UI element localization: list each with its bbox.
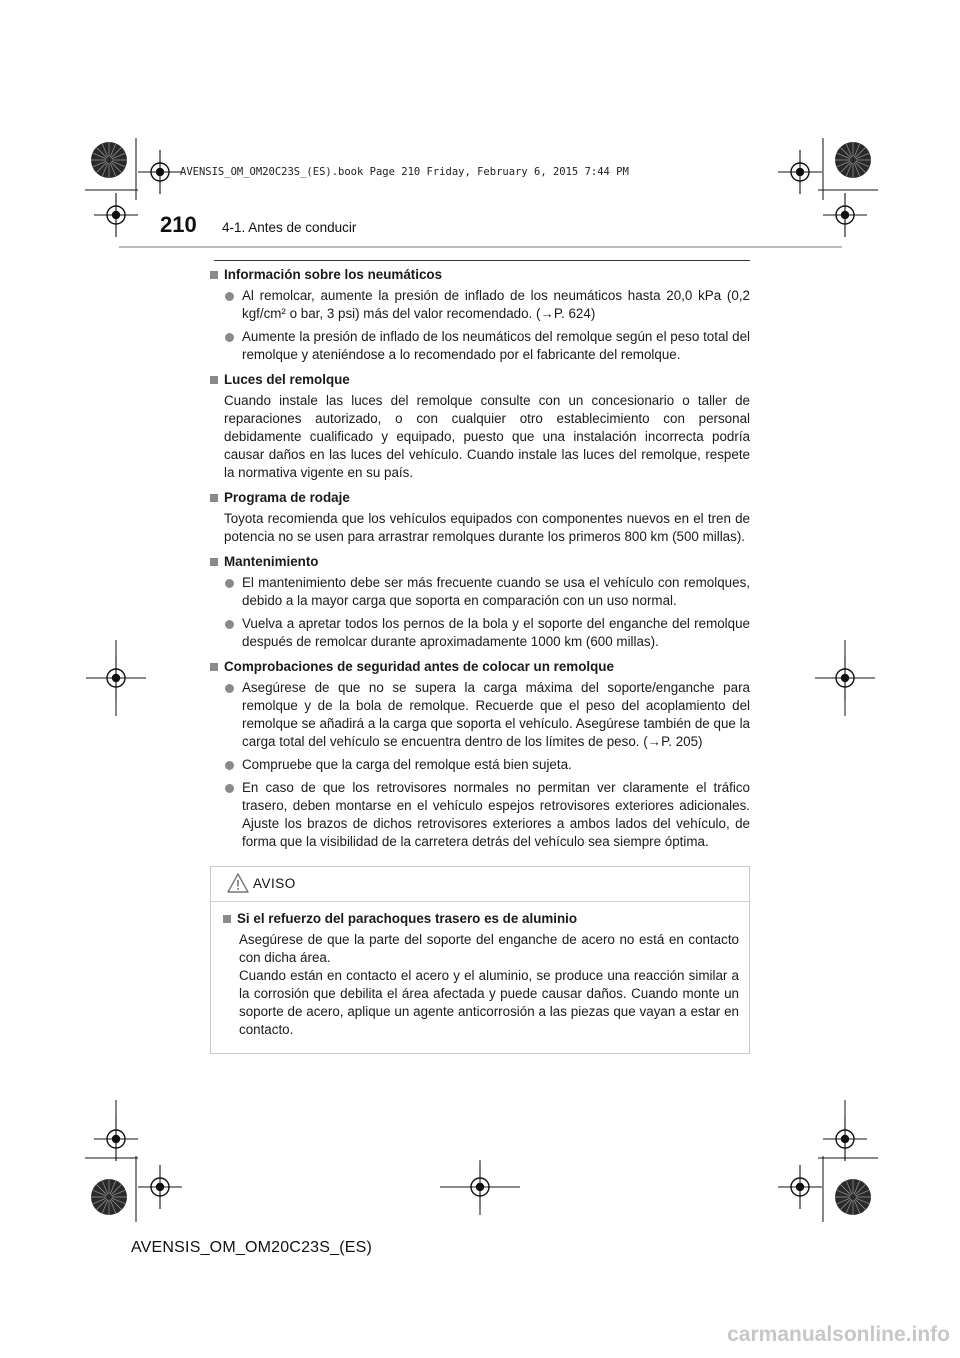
warning-header	[211, 867, 749, 902]
warning-paragraph: Cuando están en contacto el acero y el aluminio, se produce una reacción similar a la corrosión que debilita el área afectada y puede causar daños. Cuando monte un soporte de acero, aplique un agente anticorrosión a las piezas que vayan a estar en contacto.	[239, 968, 739, 1037]
square-bullet-icon	[210, 494, 218, 502]
section-title: 4-1. Antes de conducir	[222, 220, 357, 235]
round-bullet-icon	[225, 579, 234, 588]
warning-heading: Si el refuerzo del parachoques trasero es de aluminio	[237, 911, 578, 926]
starburst-mark-top-left	[91, 142, 127, 178]
book-print-header: AVENSIS_OM_OM20C23S_(ES).book Page 210 Friday, February 6, 2015 7:44 PM	[180, 166, 629, 178]
content-top-rule	[214, 260, 750, 261]
round-bullet-icon	[225, 333, 234, 342]
square-bullet-icon	[210, 376, 218, 384]
warning-triangle-icon	[227, 872, 249, 894]
footer-doc-id: AVENSIS_OM_OM20C23S_(ES)	[131, 1239, 373, 1256]
warning-body	[211, 902, 749, 1039]
list-item: Aumente la presión de inflado de los neumáticos del remolque según el peso total del remolque y ateniéndose a lo recomendado por el fabricante del remolque.	[210, 328, 750, 364]
starburst-mark-bottom-left	[91, 1179, 127, 1215]
section-paragraph: Toyota recomienda que los vehículos equipados con componentes nuevos en el tren de potencia no se usen para arrastrar remolques durante los primeros 800 km (500 millas).	[224, 511, 750, 544]
section-heading: Programa de rodaje	[224, 490, 350, 505]
round-bullet-icon	[225, 292, 234, 301]
section-trailer-lights	[210, 371, 750, 482]
starburst-mark-bottom-right	[835, 1179, 871, 1215]
warning-paragraph: Asegúrese de que la parte del soporte del enganche de acero no está en contacto con dicha área.	[239, 932, 739, 965]
watermark: carmanualsonline.info	[727, 1323, 950, 1346]
list-item: Asegúrese de que no se supera la carga máxima del soporte/enganche para remolque y de la bola de remolque. Recuerde que el peso del acoplamiento del remolque se añadirá a la carga que soporta el vehículo. Asegúrese también de que la carga total del vehículo se encuentra dentro de los límites de peso. (→P. 205)	[210, 679, 750, 751]
section-tires	[210, 266, 750, 364]
section-paragraph: Cuando instale las luces del remolque consulte con un concesionario o taller de reparaciones autorizado, o con cualquier otro establecimiento con personal debidamente cualificado y equipado, puesto que una instalación incorrecta podría causar daños en las luces del vehículo. Cuando instale las luces del remolque, respete la normativa vigente en su país.	[224, 393, 750, 480]
section-maintenance	[210, 553, 750, 651]
section-break-in	[210, 489, 750, 546]
square-bullet-icon	[210, 663, 218, 671]
page-number: 210	[160, 212, 197, 237]
main-content	[210, 266, 750, 858]
square-bullet-icon	[210, 558, 218, 566]
section-heading: Luces del remolque	[224, 372, 350, 387]
list-item: Compruebe que la carga del remolque está bien sujeta.	[210, 756, 750, 774]
section-heading: Comprobaciones de seguridad antes de colocar un remolque	[224, 659, 614, 674]
list-item: El mantenimiento debe ser más frecuente cuando se usa el vehículo con remolques, debido a la mayor carga que soporta en comparación con un uso normal.	[210, 574, 750, 610]
warning-title: AVISO	[253, 876, 296, 891]
section-heading: Información sobre los neumáticos	[224, 267, 443, 282]
starburst-mark-top-right	[835, 142, 871, 178]
list-item: Vuelva a apretar todos los pernos de la bola y el soporte del enganche del remolque después de remolcar durante aproximadamente 1000 km (600 millas).	[210, 615, 750, 651]
section-safety-checks	[210, 658, 750, 851]
square-bullet-icon	[223, 915, 231, 923]
round-bullet-icon	[225, 761, 234, 770]
round-bullet-icon	[225, 784, 234, 793]
round-bullet-icon	[225, 684, 234, 693]
square-bullet-icon	[210, 271, 218, 279]
section-heading: Mantenimiento	[224, 554, 319, 569]
warning-box	[210, 866, 750, 1054]
list-item: En caso de que los retrovisores normales no permitan ver claramente el tráfico trasero, deben montarse en el vehículo espejos retrovisores exteriores adicionales. Ajuste los brazos de dichos retrovisores exteriores a ambos lados del vehículo, de forma que la visibilidad de la carretera detrás del vehículo sea siempre óptima.	[210, 779, 750, 851]
header-divider	[119, 246, 842, 248]
list-item: Al remolcar, aumente la presión de inflado de los neumáticos hasta 20,0 kPa (0,2 kgf/cm² o bar, 3 psi) más del valor recomendado. (→P. 624)	[210, 287, 750, 323]
round-bullet-icon	[225, 620, 234, 629]
